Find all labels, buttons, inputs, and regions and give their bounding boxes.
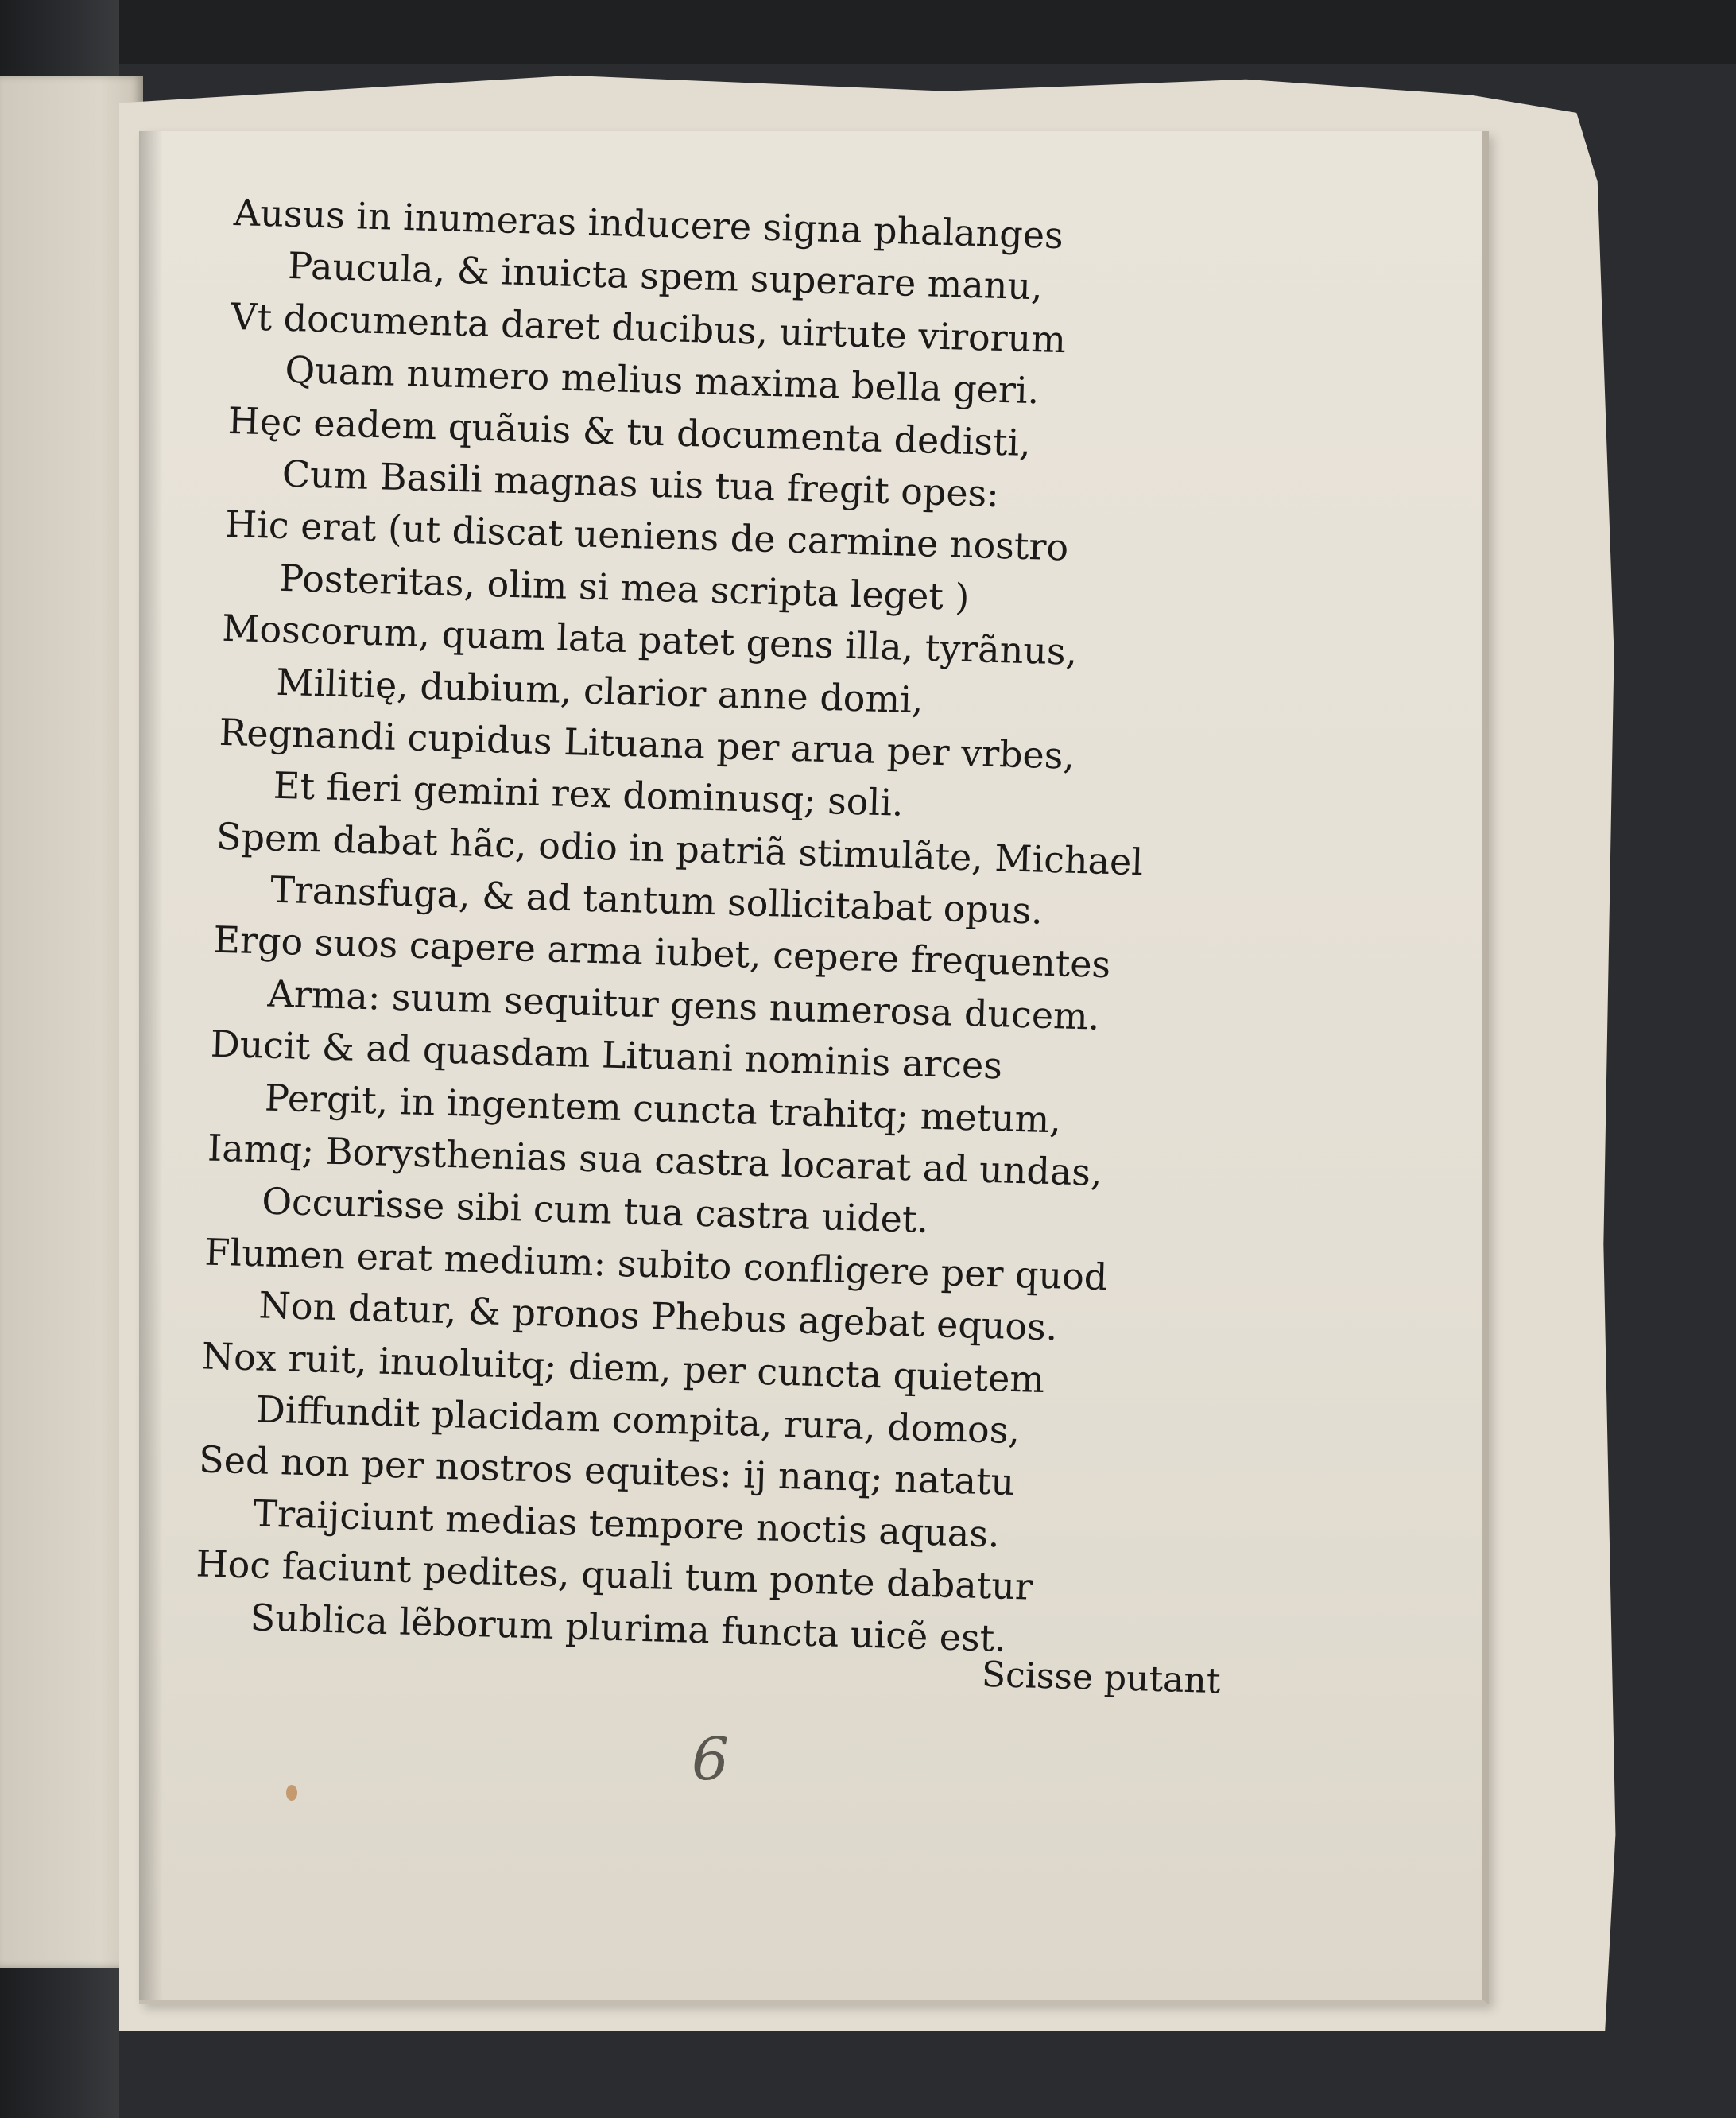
- folio-number: 6: [692, 1725, 730, 1794]
- verse-line: Cum Basili magnas uis tua fregit opes:: [281, 452, 1000, 515]
- verse-line: Pergit, in ingentem cuncta trahitq; metum,: [264, 1076, 1062, 1142]
- verse-line: Militię, dubium, clarior anne domi,: [275, 660, 924, 721]
- verse-line: Et fieri gemini rex dominusq; soli.: [273, 763, 905, 825]
- verse-line: Quam numero melius maxima bella geri.: [284, 348, 1040, 413]
- verse-line: Hęc eadem quãuis & tu documenta dedisti,: [227, 398, 1032, 464]
- verse-line: Arma: suum sequitur gens numerosa ducem.: [266, 972, 1101, 1038]
- verse-line: Traijciunt medias tempore noctis aquas.: [252, 1492, 1001, 1556]
- verse-line: Posteritas, olim si mea scripta leget ): [278, 556, 971, 619]
- verse-line: Spem dabat hãc, odio in patriã stimulãte, Michael: [215, 814, 1144, 883]
- verse-line: Hic erat (ut discat ueniens de carmine nostro: [224, 502, 1069, 569]
- verse-line: Iamq; Borysthenias sua castra locarat ad undas,: [207, 1126, 1103, 1194]
- verse-line: Ducit & ad quasdam Lituani nominis arces: [210, 1022, 1003, 1088]
- verse-line: Occurisse sibi cum tua castra uidet.: [261, 1179, 929, 1242]
- poem-text: [194, 187, 1268, 1671]
- catchword: Scisse putant: [981, 1654, 1222, 1702]
- verse-line: Diffundit placidam compita, rura, domos,: [255, 1387, 1021, 1453]
- page-gutter-shadow: [139, 131, 163, 2000]
- scanner-background-top: [0, 0, 1736, 64]
- verse-line: Moscorum, quam lata patet gens illa, tyrãnus,: [221, 606, 1078, 673]
- verse-line: Regnandi cupidus Lituana per arua per vrbes,: [219, 710, 1075, 778]
- verse-line: Ausus in inumeras inducere signa phalanges: [233, 190, 1064, 258]
- verse-line: Flumen erat medium: subito confligere per quod: [203, 1230, 1109, 1299]
- verse-line: Hoc faciunt pedites, quali tum ponte dabatur: [195, 1542, 1033, 1608]
- verse-line: Sed non per nostros equites: ij nanq; natatu: [198, 1437, 1015, 1504]
- verse-line: Transfuga, & ad tantum sollicitabat opus.: [269, 867, 1044, 933]
- verse-line: Ergo suos capere arma iubet, cepere frequentes: [212, 918, 1111, 987]
- foxing-spot: [286, 1785, 297, 1801]
- verse-line: Sublica lẽborum plurima functa uicẽ est.: [250, 1595, 1007, 1660]
- book-page: [139, 131, 1489, 2004]
- verse-line: Nox ruit, inuoluitq; diem, per cuncta quietem: [201, 1334, 1045, 1401]
- verse-line: Vt documenta daret ducibus, uirtute virorum: [230, 294, 1067, 362]
- verse-line: Non datur, & pronos Phebus agebat equos.: [258, 1283, 1059, 1349]
- verse-line: Paucula, & inuicta spem superare manu,: [287, 244, 1044, 308]
